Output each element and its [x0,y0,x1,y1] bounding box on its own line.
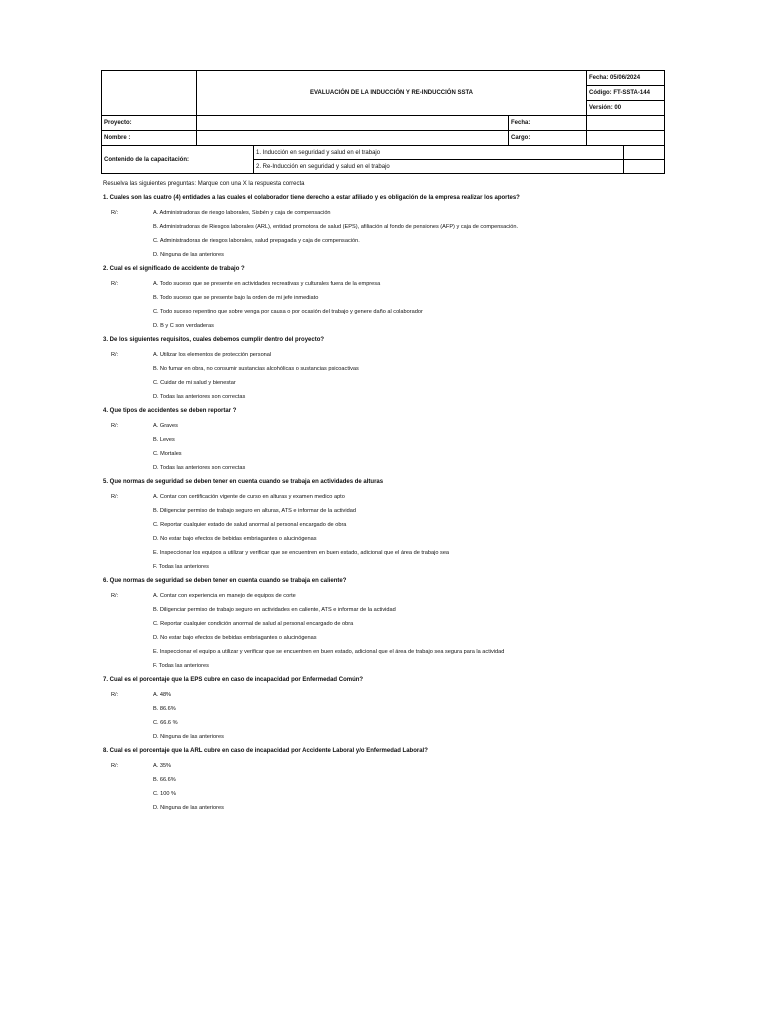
answer-option[interactable] [103,433,703,447]
answer-option[interactable] [103,220,703,234]
answer-option[interactable] [103,730,703,744]
nombre-field[interactable] [197,131,509,146]
answer-option[interactable] [103,631,703,645]
question-list [103,191,703,815]
question-title: 4. Que tipos de accidentes se deben reportar ? [103,408,237,414]
option-text: D. Ninguna de las anteriores [153,734,224,740]
option-text: A. Administradoras de riesgo laborales, Sisbén y caja de compensación [153,210,331,216]
answer-option[interactable] [103,603,703,617]
question-block [103,262,703,333]
option-text: A. 35% [153,763,172,769]
answer-label: R/: [111,281,119,287]
answer-label: R/: [111,763,119,769]
question-title: 8. Cual es el porcentaje que la ARL cubre en caso de incapacidad por Accidente Laboral y/o Enfermedad Laboral? [103,748,428,754]
option-text: C. 100 % [153,791,177,797]
answer-option[interactable] [103,305,703,319]
question-block [103,574,703,673]
option-text: D. Todas las anteriores son correctas [153,465,246,471]
option-text: E. Inspeccionar el equipo a utilizar y verificar que se encuentren en buen estado, adicional que el área de trabajo sea segura para la actividad [153,649,505,655]
option-text: B. Todo suceso que se presente bajo la orden de mi jefe inmediato [153,295,319,301]
answer-option[interactable] [103,801,703,815]
question-block [103,744,703,815]
answer-option[interactable] [103,376,703,390]
answer-option[interactable] [103,461,703,475]
contenido-check-reinduccion[interactable] [624,160,665,174]
fecha-label: Fecha: [509,116,587,131]
doc-code: Código: FT-SSTA-144 [587,86,665,101]
question-title: 3. De los siguientes requisitos, cuales debemos cumplir dentro del proyecto? [103,337,325,343]
option-text: A. Todo suceso que se presente en actividades recreativas y culturales fuera de la empresa [153,281,381,287]
option-text: B. 86.6% [153,706,176,712]
contenido-label: Contenido de la capacitación: [102,146,254,174]
questions-section [103,178,703,815]
proyecto-field[interactable] [197,116,509,131]
option-text: C. Mortales [153,451,182,457]
answer-option[interactable] [103,532,703,546]
option-text: C. Cuidar de mi salud y bienestar [153,380,236,386]
option-text: C. Administradoras de riesgos laborales, salud prepagada y caja de compensación. [153,238,360,244]
doc-date: Fecha: 05/06/2024 [587,71,665,86]
answer-label: R/: [111,423,119,429]
answer-option[interactable] [103,291,703,305]
logo-cell [102,71,197,116]
form-title: EVALUACIÓN DE LA INDUCCIÓN Y RE-INDUCCIÓN SSTA [197,71,587,116]
question-block [103,191,703,262]
nombre-label: Nombre : [102,131,197,146]
answer-option[interactable] [103,319,703,333]
question-block [103,673,703,744]
answer-option[interactable] [103,277,703,291]
cargo-field[interactable] [587,131,665,146]
option-text: A. Utilizar los elementos de protección personal [153,352,272,358]
answer-label: R/: [111,494,119,500]
option-text: D. No estar bajo efectos de bebidas embriagantes o alucinógenas [153,635,317,641]
option-text: E. Inspeccionar los equipos a utilizar y verificar que se encuentren en buen estado, adicional que el área de trabajo sea [153,550,450,556]
option-text: B. Administradoras de Riesgos laborales (ARL), entidad promotora de salud (EPS), afiliación al fondo de pensiones (AFP) y caja de compensación. [153,224,519,230]
answer-option[interactable] [103,447,703,461]
option-text: B. 66.6% [153,777,176,783]
answer-label: R/: [111,692,119,698]
answer-label: R/: [111,593,119,599]
answer-option[interactable] [103,546,703,560]
answer-option[interactable] [103,773,703,787]
answer-option[interactable] [103,234,703,248]
option-text: A. Contar con certificación vigente de curso en alturas y examen medico apto [153,494,345,500]
option-text: B. Diligenciar permiso de trabajo seguro en alturas, ATS e informar de la actividad [153,508,356,514]
option-text: D. Ninguna de las anteriores [153,805,224,811]
cargo-label: Cargo: [509,131,587,146]
contenido-option-induccion: 1. Inducción en seguridad y salud en el trabajo [254,146,624,160]
question-block [103,404,703,475]
option-text: D. Ninguna de las anteriores [153,252,224,258]
option-text: D. B y C son verdaderas [153,323,214,329]
option-text: A. Graves [153,423,178,429]
option-text: C. Reportar cualquier estado de salud anormal al personal encargado de obra [153,522,347,528]
answer-option[interactable] [103,688,703,702]
option-text: D. No estar bajo efectos de bebidas embriagantes o alucinógenas [153,536,317,542]
answer-option[interactable] [103,589,703,603]
question-title: 6. Que normas de seguridad se deben tener en cuenta cuando se trabaja en caliente? [103,578,347,584]
answer-option[interactable] [103,206,703,220]
option-text: A. 48% [153,692,172,698]
answer-label: R/: [111,210,119,216]
option-text: C. Todo suceso repentino que sobre venga por causa o por ocasión del trabajo y genere daño al colaborador [153,309,423,315]
header-table [101,70,665,174]
answer-option[interactable] [103,248,703,262]
answer-option[interactable] [103,518,703,532]
option-text: A. Contar con experiencia en manejo de equipos de corte [153,593,296,599]
answer-option[interactable] [103,759,703,773]
question-title: 7. Cual es el porcentaje que la EPS cubre en caso de incapacidad por Enfermedad Común? [103,677,364,683]
fecha-field[interactable] [587,116,665,131]
answer-option[interactable] [103,617,703,631]
proyecto-label: Proyecto: [102,116,197,131]
option-text: D. Todas las anteriores son correctas [153,394,246,400]
option-text: C. Reportar cualquier condición anormal de salud al personal encargado de obra [153,621,354,627]
option-text: C. 66.6 % [153,720,178,726]
contenido-check-induccion[interactable] [624,146,665,160]
question-block [103,333,703,404]
answer-option[interactable] [103,348,703,362]
answer-option[interactable] [103,490,703,504]
question-block [103,475,703,574]
answer-option[interactable] [103,390,703,404]
answer-option[interactable] [103,504,703,518]
question-title: 1. Cuales son las cuatro (4) entidades a las cuales el colaborador tiene derecho a estar afiliado y es obligación de la empresa realizar los aportes? [103,195,520,201]
instructions: Resuelva las siguientes preguntas: Marque con una X la respuesta correcta [103,181,305,187]
answer-option[interactable] [103,787,703,801]
answer-option[interactable] [103,560,703,574]
question-title: 5. Que normas de seguridad se deben tener en cuenta cuando se trabaja en actividades de alturas [103,479,384,485]
answer-option[interactable] [103,716,703,730]
answer-option[interactable] [103,419,703,433]
answer-option[interactable] [103,362,703,376]
doc-version: Versión: 00 [587,101,665,116]
option-text: B. Diligenciar permiso de trabajo seguro en actividades en caliente, ATS e informar de la actividad [153,607,396,613]
option-text: B. Leves [153,437,175,443]
contenido-option-reinduccion: 2. Re-Inducción en seguridad y salud en el trabajo [254,160,624,174]
answer-label: R/: [111,352,119,358]
answer-option[interactable] [103,645,703,659]
option-text: F. Todas las anteriores [153,564,209,570]
answer-option[interactable] [103,659,703,673]
option-text: B. No fumar en obra, no consumir sustancias alcohólicas o sustancias psicoactivas [153,366,359,372]
answer-option[interactable] [103,702,703,716]
question-title: 2. Cual es el significado de accidente de trabajo ? [103,266,245,272]
option-text: F. Todas las anteriores [153,663,209,669]
